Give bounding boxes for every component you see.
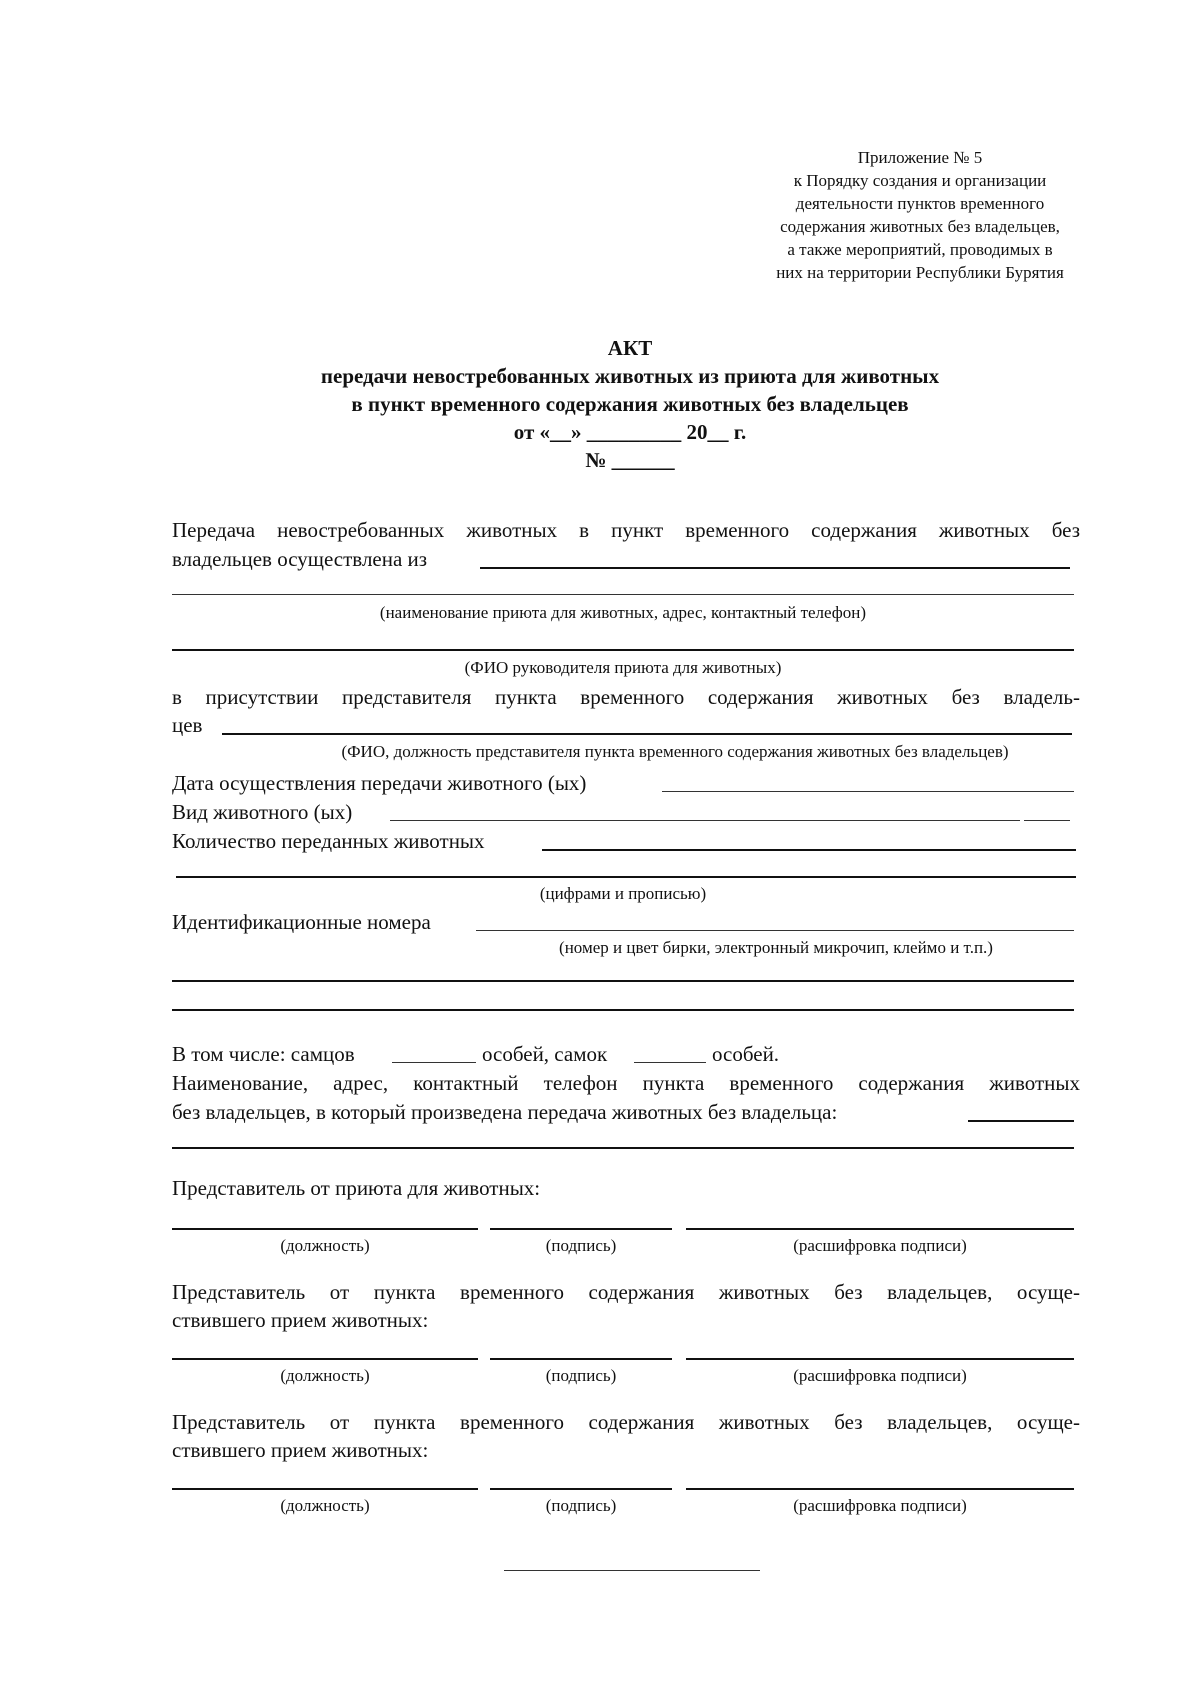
appendix-line: к Порядку создания и организации	[793, 171, 1047, 190]
document-title	[170, 334, 1090, 474]
p3-line1: Наименование, адрес, контактный телефон пункта временного содержания животных	[172, 1071, 1080, 1095]
sig1-position-field[interactable]	[172, 1228, 478, 1230]
kind-label: Вид животного (ых)	[172, 800, 353, 824]
date-label: Дата осуществления передачи животного (ых)	[172, 771, 587, 795]
appendix-line: а также мероприятий, проводимых в	[787, 240, 1053, 259]
sig2-title-line1: Представитель от пункта временного содержания животных без владельцев, осуще-	[172, 1280, 1080, 1304]
sig1-signature-field[interactable]	[490, 1228, 672, 1230]
count-field[interactable]	[542, 849, 1076, 851]
title-date: от «__» _________ 20__ г.	[513, 420, 747, 444]
kind-field-tail[interactable]	[1024, 820, 1070, 821]
sig3-signature-field[interactable]	[490, 1488, 672, 1490]
sig1-decoding-field[interactable]	[686, 1228, 1074, 1230]
id-label: Идентификационные номера	[172, 910, 431, 934]
including-males-label: В том числе: самцов	[172, 1042, 355, 1066]
p1-line2: владельцев осуществлена из	[172, 547, 428, 571]
sig3-position-field[interactable]	[172, 1488, 478, 1490]
end-separator	[504, 1570, 760, 1571]
shelter-caption: (наименование приюта для животных, адрес, контактный телефон)	[379, 603, 867, 622]
id-field[interactable]	[476, 930, 1074, 931]
sig2-title-line2: ствившего прием животных:	[172, 1308, 429, 1332]
sig2-decoding-field[interactable]	[686, 1358, 1074, 1360]
sig1-decoding-caption: (расшифровка подписи)	[793, 1236, 967, 1255]
sig3-decoding-caption: (расшифровка подписи)	[793, 1496, 967, 1515]
count-field-line2[interactable]	[176, 876, 1076, 878]
shelter-head-field[interactable]	[172, 649, 1074, 651]
p2-line1: в присутствии представителя пункта временного содержания животных без владель-	[172, 685, 1080, 709]
females-count-field[interactable]	[634, 1062, 706, 1063]
representative-field[interactable]	[222, 733, 1072, 735]
appendix-header	[730, 146, 1110, 284]
sig2-position-field[interactable]	[172, 1358, 478, 1360]
count-label: Количество переданных животных	[172, 829, 485, 853]
title-subject-line1: передачи невостребованных животных из приюта для животных	[320, 364, 940, 388]
kind-field[interactable]	[390, 820, 1020, 821]
p2-line2: цев	[172, 713, 203, 737]
sig3-signature-caption: (подпись)	[545, 1496, 617, 1515]
p3-line2: без владельцев, в который произведена передача животных без владельца:	[172, 1100, 838, 1124]
sig2-position-caption: (должность)	[280, 1366, 370, 1385]
sig3-title-line2: ствившего прием животных:	[172, 1438, 429, 1462]
sig3-position-caption: (должность)	[280, 1496, 370, 1515]
date-field[interactable]	[662, 791, 1074, 792]
appendix-line: деятельности пунктов временного	[795, 194, 1045, 213]
sig1-signature-caption: (подпись)	[545, 1236, 617, 1255]
sig3-title-line1: Представитель от пункта временного содержания животных без владельцев, осуще-	[172, 1410, 1080, 1434]
id-field-line2[interactable]	[172, 980, 1074, 982]
appendix-line: Приложение № 5	[857, 148, 983, 167]
males-count-field[interactable]	[392, 1062, 476, 1063]
appendix-line: них на территории Республики Бурятия	[776, 263, 1064, 282]
count-caption: (цифрами и прописью)	[539, 884, 707, 903]
shelter-field[interactable]	[480, 567, 1070, 569]
title-subject-line2: в пункт временного содержания животных без владельцев	[351, 392, 909, 416]
shelter-field-line2[interactable]	[172, 594, 1074, 595]
shelter-head-caption: (ФИО руководителя приюта для животных)	[464, 658, 782, 677]
id-field-line3[interactable]	[172, 1009, 1074, 1011]
p1-line1: Передача невостребованных животных в пункт временного содержания животных без	[172, 518, 1080, 542]
facility-field-line2[interactable]	[172, 1147, 1074, 1149]
id-caption: (номер и цвет бирки, электронный микрочип, клеймо и т.п.)	[559, 938, 993, 957]
appendix-line: содержания животных без владельцев,	[780, 217, 1060, 236]
sig2-signature-field[interactable]	[490, 1358, 672, 1360]
facility-field[interactable]	[968, 1120, 1074, 1122]
sig1-position-caption: (должность)	[280, 1236, 370, 1255]
including-end-label: особей.	[712, 1042, 780, 1066]
including-females-label: особей, самок	[482, 1042, 608, 1066]
sig1-title: Представитель от приюта для животных:	[172, 1176, 541, 1200]
representative-caption: (ФИО, должность представителя пункта временного содержания животных без владельцев)	[341, 742, 1009, 761]
title-number: № ______	[585, 448, 675, 472]
sig2-signature-caption: (подпись)	[545, 1366, 617, 1385]
sig3-decoding-field[interactable]	[686, 1488, 1074, 1490]
sig2-decoding-caption: (расшифровка подписи)	[793, 1366, 967, 1385]
title-act: АКТ	[607, 336, 653, 360]
